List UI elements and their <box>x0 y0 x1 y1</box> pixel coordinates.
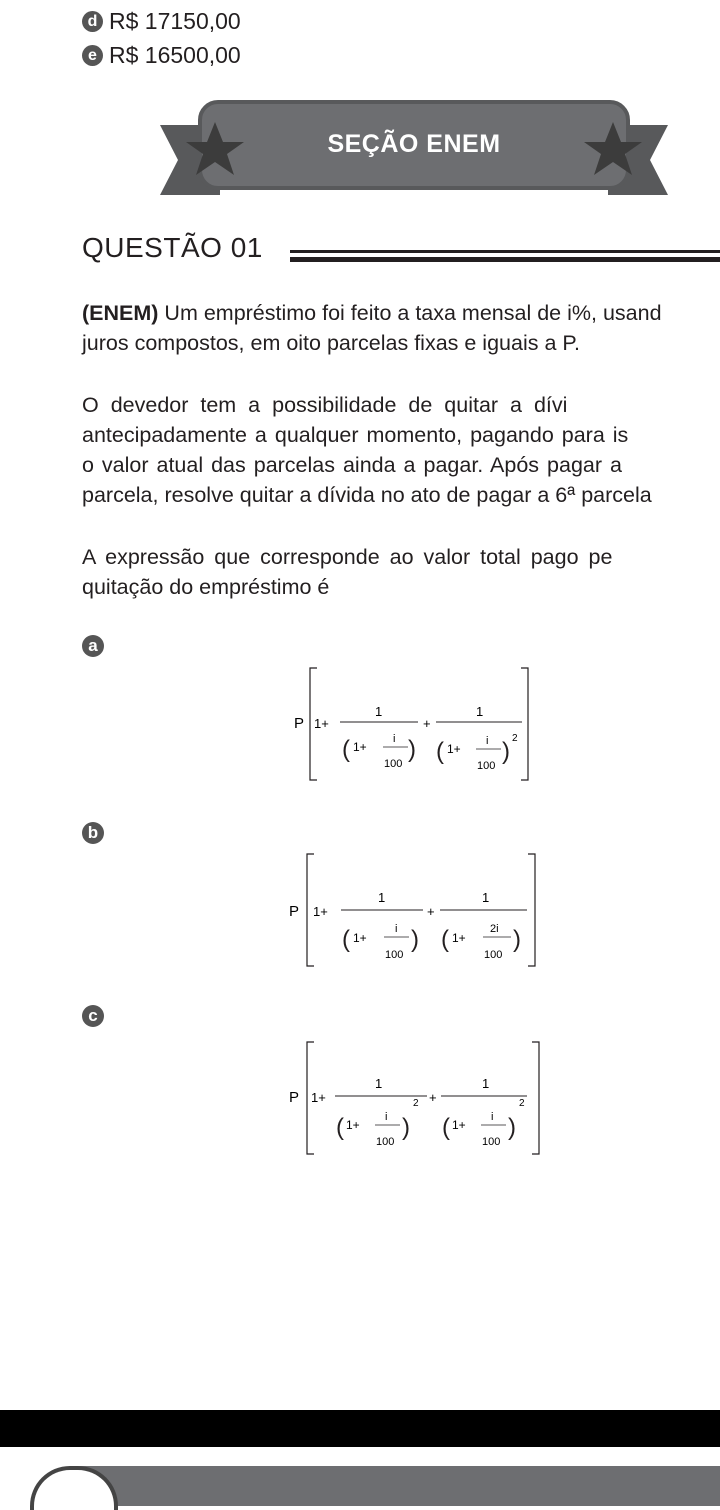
svg-text:(: ( <box>436 738 444 765</box>
title-divider-thick <box>290 257 720 262</box>
svg-text:): ) <box>502 738 510 765</box>
formula-a-P: P <box>294 715 305 732</box>
option-letter-d-badge: d <box>82 11 103 32</box>
paragraph-2-line-2: antecipadamente a qualquer momento, pagando para is <box>82 423 629 447</box>
formula-b-den1-i: i <box>395 923 398 935</box>
svg-text:): ) <box>411 926 419 953</box>
question-paragraph-2 <box>82 390 720 510</box>
formula-a-den2-one: 1+ <box>447 742 461 756</box>
formula-b-one-plus: 1+ <box>313 904 328 919</box>
option-letter-e-badge: e <box>82 45 103 66</box>
formula-a-den1-100: 100 <box>384 758 403 770</box>
formula-a-den1-i: i <box>393 733 396 745</box>
formula-c-den2-100: 100 <box>482 1136 501 1148</box>
svg-text:): ) <box>402 1114 410 1141</box>
formula-b-den2-2i: 2i <box>490 923 499 935</box>
section-banner-title: SEÇÃO ENEM <box>327 129 501 158</box>
svg-text:(: ( <box>442 1114 450 1141</box>
svg-text:): ) <box>513 926 521 953</box>
paragraph-3-line-2: quitação do empréstimo é <box>82 575 330 599</box>
formula-b-num2: 1 <box>482 890 490 905</box>
option-e <box>82 42 241 69</box>
paragraph-2-line-3: o valor atual das parcelas ainda a pagar. Após pagar a <box>82 453 622 477</box>
formula-b-num1: 1 <box>378 890 386 905</box>
formula-b-den2-100: 100 <box>484 949 503 961</box>
formula-a-den1-one: 1+ <box>353 740 367 754</box>
svg-text:(: ( <box>342 736 350 763</box>
paragraph-3-line-1: A expressão que corresponde ao valor total pago pe <box>82 545 613 569</box>
formula-c-plus: + <box>429 1090 437 1105</box>
paragraph-2-line-4: parcela, resolve quitar a dívida no ato de pagar a 6ª parcela <box>82 483 652 507</box>
formula-c-den2-one: 1+ <box>452 1118 466 1132</box>
paragraph-1-line-1: Um empréstimo foi feito a taxa mensal de i%, usand <box>158 301 662 325</box>
svg-text:(: ( <box>342 926 350 953</box>
question-paragraph-1 <box>82 298 720 358</box>
svg-text:): ) <box>508 1114 516 1141</box>
formula-c-num1: 1 <box>375 1076 383 1091</box>
formula-a-den2-i: i <box>486 735 489 747</box>
formula-a <box>290 662 540 787</box>
option-e-value: R$ 16500,00 <box>109 42 241 68</box>
svg-text:): ) <box>408 736 416 763</box>
question-source: (ENEM) <box>82 301 159 325</box>
formula-a-num1: 1 <box>375 704 383 719</box>
formula-b-den1-one: 1+ <box>353 931 367 945</box>
answer-letter-c: c <box>82 1005 104 1027</box>
formula-b-den2-one: 1+ <box>452 931 466 945</box>
page-separator-bar <box>0 1410 720 1447</box>
formula-a-num2: 1 <box>476 704 484 719</box>
option-d <box>82 8 241 35</box>
next-section-banner <box>60 1466 720 1506</box>
formula-c-den2-i: i <box>491 1111 494 1123</box>
question-title: QUESTÃO 01 <box>82 232 263 263</box>
title-divider-thin <box>290 250 720 253</box>
answer-letter-b: b <box>82 822 104 844</box>
formula-c-exp1: 2 <box>413 1098 419 1109</box>
formula-c <box>287 1036 547 1161</box>
formula-c-den1-100: 100 <box>376 1136 395 1148</box>
formula-a-plus: + <box>423 716 431 731</box>
formula-b-den1-100: 100 <box>385 949 404 961</box>
answer-letter-a: a <box>82 635 104 657</box>
formula-a-one-plus: 1+ <box>314 716 329 731</box>
svg-text:(: ( <box>336 1114 344 1141</box>
paragraph-1-line-2: juros compostos, em oito parcelas fixas e iguais a P. <box>82 331 580 355</box>
paragraph-2-line-1: O devedor tem a possibilidade de quitar a dívi <box>82 393 568 417</box>
formula-c-one-plus: 1+ <box>311 1090 326 1105</box>
option-d-value: R$ 17150,00 <box>109 8 241 34</box>
formula-b <box>287 850 547 975</box>
formula-c-num2: 1 <box>482 1076 490 1091</box>
formula-c-den1-i: i <box>385 1111 388 1123</box>
formula-c-P: P <box>289 1089 300 1106</box>
svg-text:(: ( <box>441 926 449 953</box>
formula-a-exp: 2 <box>512 733 518 744</box>
formula-c-den1-one: 1+ <box>346 1118 360 1132</box>
formula-b-P: P <box>289 903 300 920</box>
formula-c-exp2: 2 <box>519 1098 525 1109</box>
formula-a-den2-100: 100 <box>477 760 496 772</box>
formula-b-plus: + <box>427 904 435 919</box>
question-paragraph-3 <box>82 542 720 602</box>
